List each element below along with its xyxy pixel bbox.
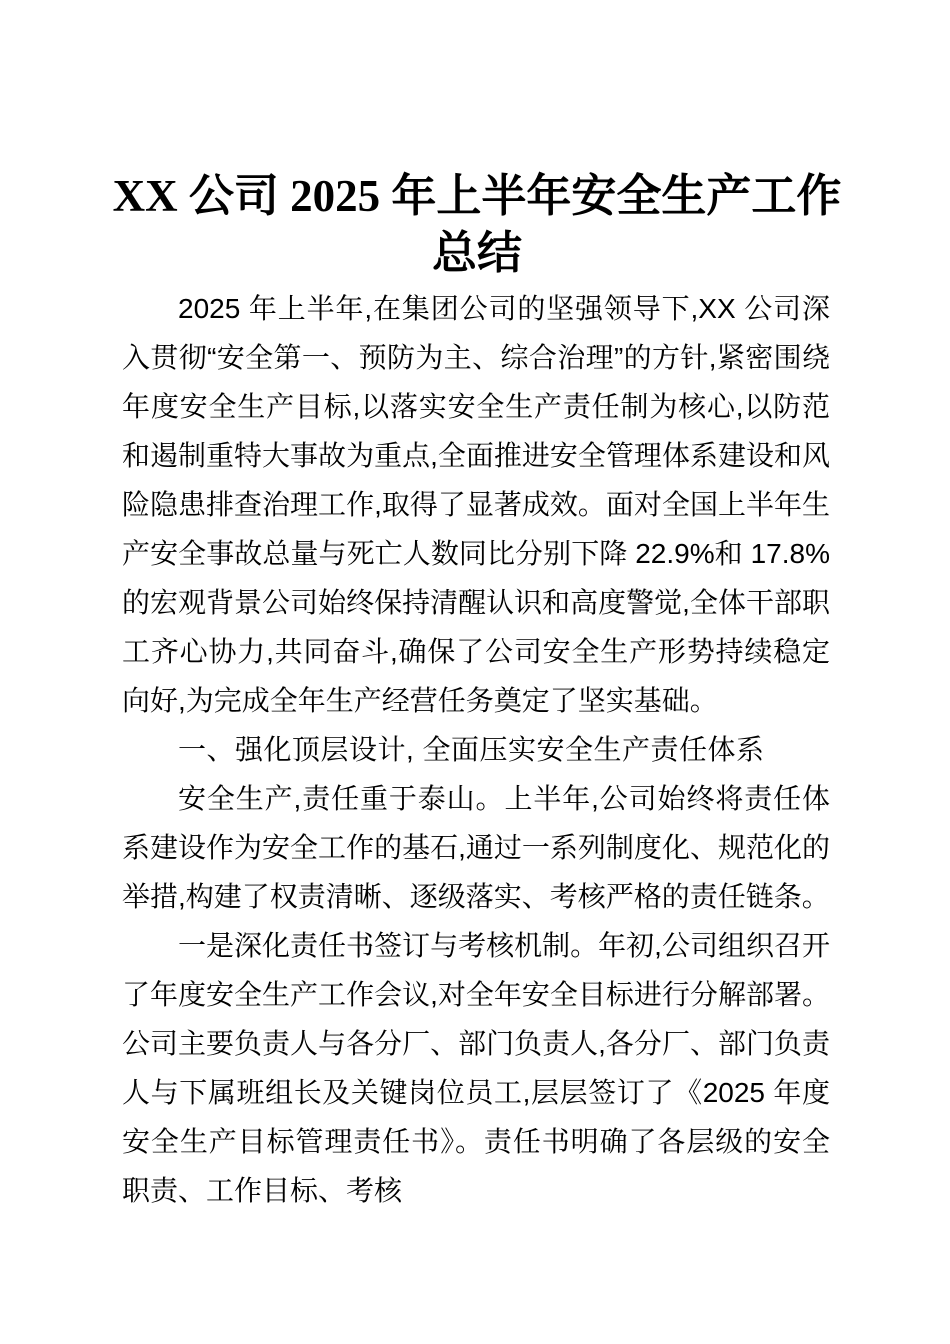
document-title: XX 公司 2025 年上半年安全生产工作总结 bbox=[112, 171, 842, 278]
body-paragraph: 2025 年上半年,在集团公司的坚强领导下,XX 公司深入贯彻“安全第一、预防为主、综合治理”的方针,紧密围绕年度安全生产目标,以落实安全生产责任制为核心,以防范和遏制重特大事故为重点,全面推进安全管理体系建设和风险隐患排查治理工作,取得了显著成效。面对全国上半年生产安全事故总量与死亡人数同比分别下降 22.9%和 17.8%的宏观背景公司始终保持清醒认识和高度警觉,全体干部职工齐心协力,共同奋斗,确保了公司安全生产形势持续稳定向好,为完成全年生产经营任务奠定了坚实基础。 bbox=[122, 293, 830, 716]
body-paragraph: 安全生产,责任重于泰山。上半年,公司始终将责任体系建设作为安全工作的基石,通过一系列制度化、规范化的举措,构建了权责清晰、逐级落实、考核严格的责任链条。 bbox=[122, 783, 830, 912]
body-paragraph: 一是深化责任书签订与考核机制。年初,公司组织召开了年度安全生产工作会议,对全年安全目标进行分解部署。公司主要负责人与各分厂、部门负责人,各分厂、部门负责人与下属班组长及关键岗位员工,层层签订了《2025 年度安全生产目标管理责任书》。责任书明确了各层级的安全职责、工作目标、考核 bbox=[122, 930, 830, 1206]
document-body bbox=[122, 284, 830, 1215]
section-heading: 一、强化顶层设计, 全面压实安全生产责任体系 bbox=[178, 734, 765, 765]
